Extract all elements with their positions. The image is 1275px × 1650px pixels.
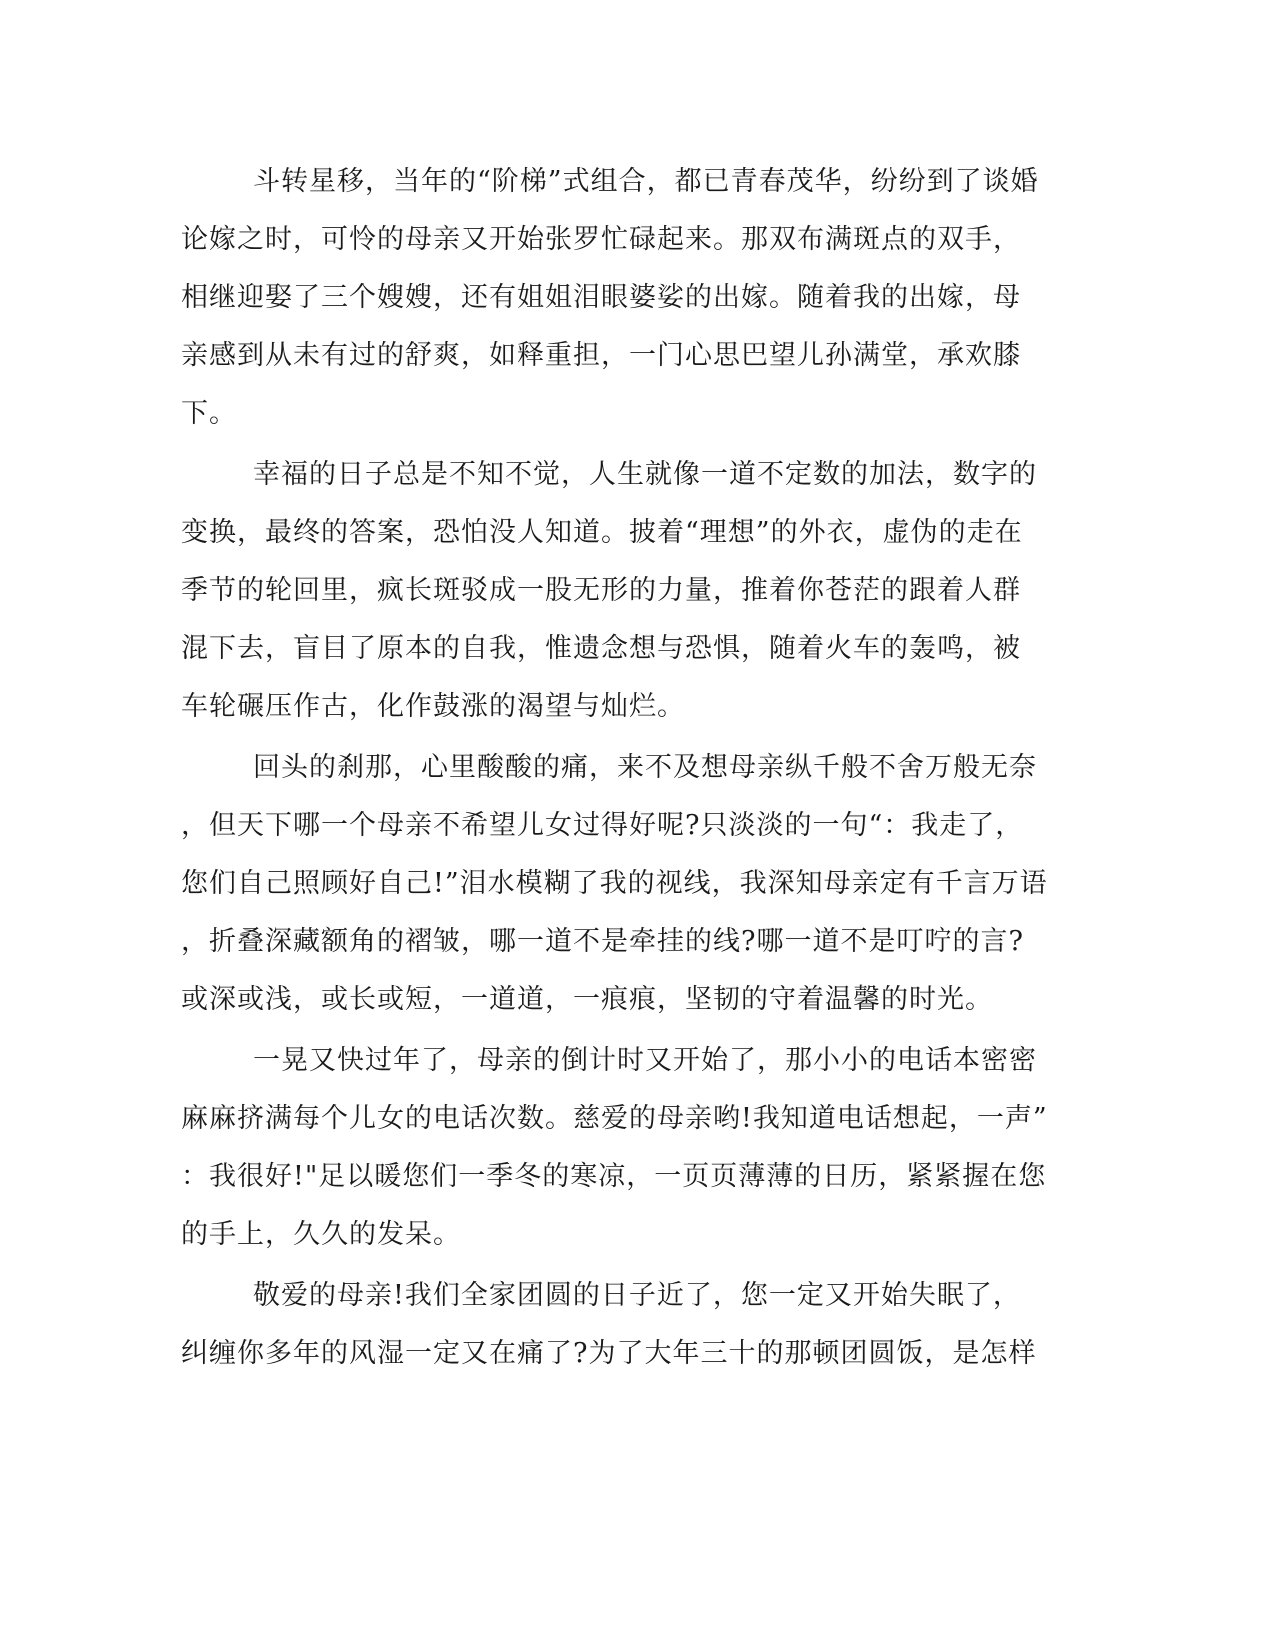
text-line: 麻麻挤满每个儿女的电话次数。慈爱的母亲哟!我知道电话想起，一声” — [181, 1103, 1048, 1134]
text-line: ：我很好!"足以暖您们一季冬的寒凉，一页页薄薄的日历，紧紧握在您 — [181, 1161, 1047, 1192]
text-line: 季节的轮回里，疯长斑驳成一股无形的力量，推着你苍茫的跟着人群 — [181, 575, 1021, 606]
text-line: 您们自己照顾好自己!”泪水模糊了我的视线，我深知母亲定有千言万语 — [181, 868, 1048, 899]
text-line: 的手上，久久的发呆。 — [181, 1219, 461, 1250]
text-line: 或深或浅，或长或短，一道道，一痕痕，坚韧的守着温馨的时光。 — [181, 984, 993, 1015]
text-line: 论嫁之时，可怜的母亲又开始张罗忙碌起来。那双布满斑点的双手， — [181, 224, 1021, 255]
text-line: 幸福的日子总是不知不觉，人生就像一道不定数的加法，数字的 — [253, 459, 1037, 490]
text-line: 变换，最终的答案，恐怕没人知道。披着“理想”的外衣，虚伪的走在 — [181, 517, 1023, 548]
text-line: 亲感到从未有过的舒爽，如释重担，一门心思巴望儿孙满堂，承欢膝 — [181, 340, 1021, 371]
text-line: 下。 — [181, 398, 237, 429]
text-line: 回头的刹那，心里酸酸的痛，来不及想母亲纵千般不舍万般无奈 — [253, 752, 1037, 783]
text-line: 一晃又快过年了，母亲的倒计时又开始了，那小小的电话本密密 — [253, 1045, 1037, 1076]
text-line: 斗转星移，当年的“阶梯”式组合，都已青春茂华，纷纷到了谈婚 — [253, 166, 1039, 197]
text-line: 相继迎娶了三个嫂嫂，还有姐姐泪眼婆娑的出嫁。随着我的出嫁，母 — [181, 282, 1021, 313]
text-line: 车轮碾压作古，化作鼓涨的渴望与灿烂。 — [181, 691, 685, 722]
text-line: 敬爱的母亲!我们全家团圆的日子近了，您一定又开始失眠了， — [253, 1280, 1021, 1311]
text-line: 纠缠你多年的风湿一定又在痛了?为了大年三十的那顿团圆饭，是怎样 — [181, 1338, 1037, 1369]
text-line: ，折叠深藏额角的褶皱，哪一道不是牵挂的线?哪一道不是叮咛的言? — [181, 926, 1024, 957]
text-line: ，但天下哪一个母亲不希望儿女过得好呢?只淡淡的一句“：我走了， — [181, 810, 1024, 841]
text-line: 混下去，盲目了原本的自我，惟遗念想与恐惧，随着火车的轰鸣，被 — [181, 633, 1021, 664]
